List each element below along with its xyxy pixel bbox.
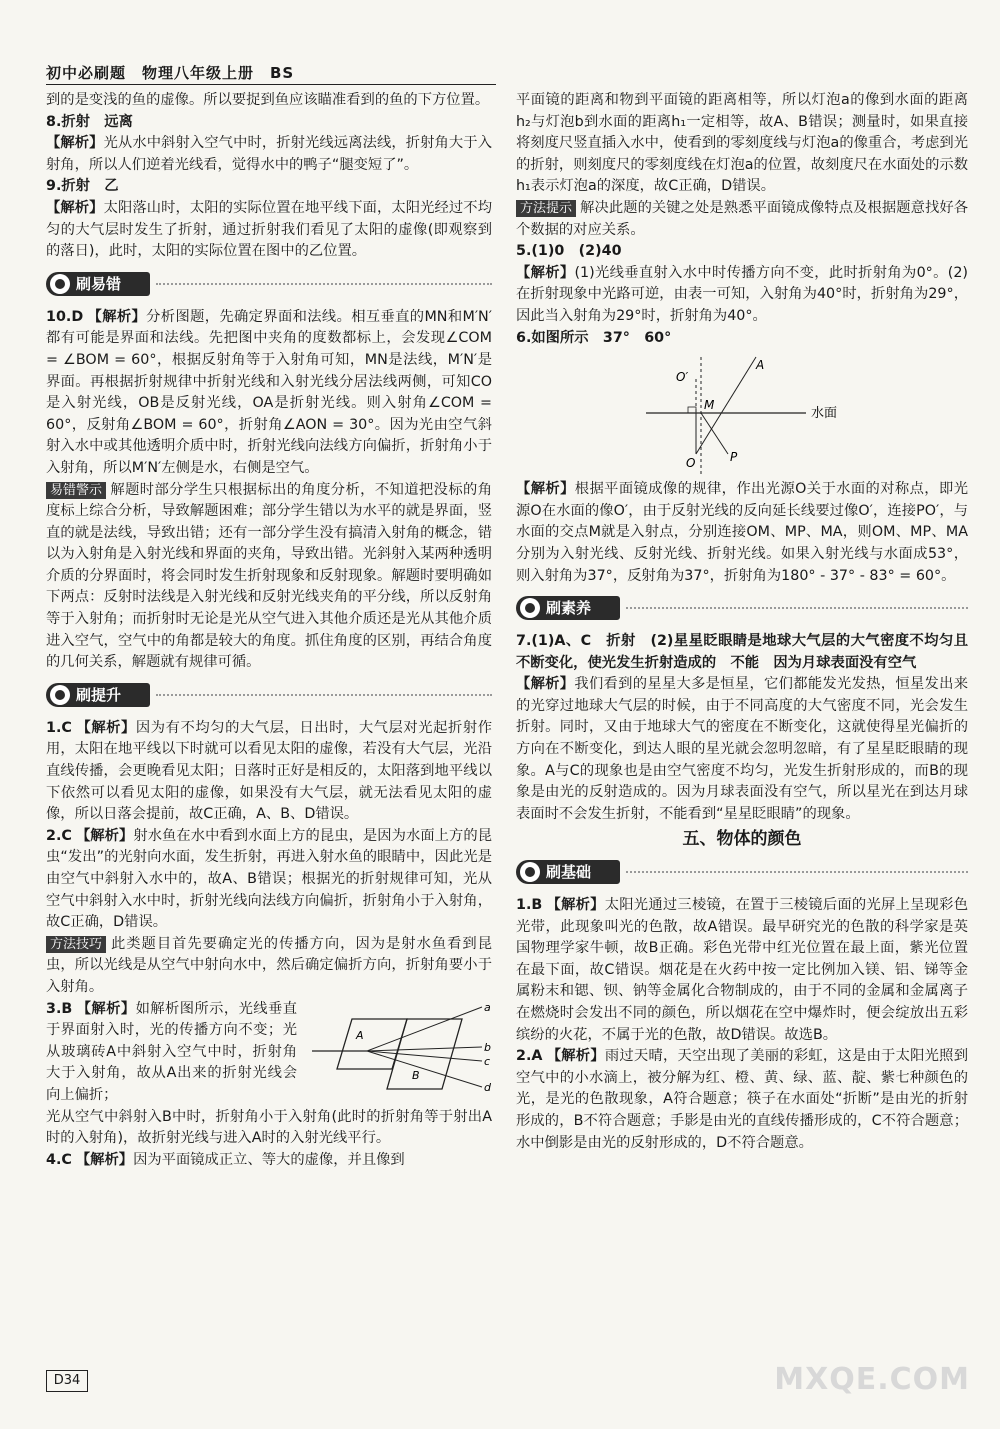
refraction-diagram (516, 349, 968, 479)
prism-label-b: B (412, 1068, 420, 1082)
analysis-7: 【解析】我们看到的星星大多是恒星，它们都能发光发热，恒星发出来的光穿过地球大气层的时候，由于不同高度的大气密度不同，光会发生折射。同时，又由于地球大气的密度在不断变化，这就使得星光偏折的方向在不断变化，到达人眼的星光就会忽明忽暗，有了星星眨眼睛的现象。A与C的现象也是由空气密度不均匀，光发生折射形成的，而B的现象是由光的反射造成的。因为月球表面没有空气，所以星光在到达月球表面时不会发生折射，不能看到“星星眨眼睛”的现象。 (516, 676, 969, 822)
analysis-9: 【解析】太阳落山时，太阳的实际位置在地平线下面，太阳光经过不均匀的大气层时发生了折射，通过折射我们看见了太阳的虚像(即观察到的落日)，此时，太阳的实际位置在图中的乙位置。 (46, 199, 492, 260)
section-title: 五、物体的颜色 (682, 829, 802, 850)
brush-icon (50, 274, 70, 294)
question-5: 5.(1)0 (2)40 (516, 243, 622, 260)
question-4: 4.C 【解析】因为平面镜成正立、等大的虚像，并且像到 (46, 1151, 405, 1168)
page-number: D34 (46, 1370, 88, 1392)
question-1: 1.C 【解析】因为有不均匀的大气层，日出时，大气层对光起折射作用，太阳在地平线以下时就可以看见太阳的虚像，若没有大气层，光沿直线传播，会更晚看见太阳；日落时正好是相反的，太阳落到地平线以下依然可以看见太阳的虚像，如果没有大气层，就无法看见太阳的虚像，所以日落会提前，故C正确，A、B、D错误。 (46, 719, 493, 823)
watermark: MXQE.COM (774, 1362, 970, 1397)
question-8: 8.折射 远离 (46, 113, 133, 130)
question-10: 10.D 【解析】分析图题，先确定界面和法线。相互垂直的MN和M′N′都有可能是界面和法线。先把图中夹角的度数都标上，会发现∠COM = ∠BOM = 60°，根据反射角等于入射角可知，MN是法线，M′N′是界面。再根据折射规律中折射光线和入射光线分居法线两侧，可知CO是入射光线，OB是反射光线，OA是折射光线。则入射角∠COM = 60°，反射角∠BOM = 60°，折射角∠AON = 30°。因为光由空气斜射入水中或其他透明介质中时，折射光线向法线方向偏折，折射角小于入射角，所以M′N′左侧是水，右侧是空气。 (46, 308, 493, 476)
analysis-6: 【解析】根据平面镜成像的规律，作出光源O关于水面的对称点，即光源O在水面的像O′，由于反射光线的反向延长线要过像O′，连接PO′，与水面的交点M就是入射点，分别连接OM、MP、MA，则OM、MP、MA分别为入射光线、反射光线、折射光线。如果入射光线与水面成53°，则入射角为37°，反射角为37°，折射角为180° - 37° - 83° = 60°。 (516, 481, 968, 584)
label-o-prime: O′ (676, 370, 689, 385)
tip-yicuo: 易错警示 解题时部分学生只根据标出的角度分析，不知道把没标的角度标上综合分析，导致解题困难；部分学生错以为水平的就是界面，竖直的就是法线，导致出错；还有一部分学生没有搞清入射角的概念，错以为入射角是入射光线和界面的夹角，导致出错。光斜射入某两种透明介质的分界面时，将会同时发生折射现象和反射现象。解题时要明确如下两点：反射时法线是入射光线和反射光线夹角的平分线，所以反射角等于入射角；而折射时无论是光从空气进入其他介质还是光从其他介质进入空气，空气中的角都是较大的角度。抓住角度的区别，再结合角度的几何关系，解题就有规律可循。 (46, 481, 492, 671)
left-column (46, 90, 492, 1171)
label-m: M (704, 398, 715, 413)
tip-fangfa: 方法技巧 此类题目首先要确定光的传播方向，因为是射水鱼看到昆虫，所以光线是从空气中射向水中，然后确定偏折方向，折射角要小于入射角。 (46, 935, 492, 995)
question-r1: 1.B 【解析】太阳光通过三棱镜，在置于三棱镜后面的光屏上呈现彩色光带，此现象叫光的色散，故A错误。最早研究光的色散的科学家是英国物理学家牛顿，故B正确。彩色光带中红光位置在最上面，紫光位置在最下面，故C错误。烟花是在火药中按一定比例加入镁、铝、锑等金属粉末和锶、钡、钠等金属化合物制成的，由于不同的金属和金属离子在燃烧时会发出不同的颜色，所以烟花在空中爆炸时，便会绽放出五彩缤纷的火花，不属于光的色散，故D错误。故选B。 (516, 897, 969, 1043)
question-3: 3.B 【解析】如解析图所示，光线垂直于界面射入时，光的传播方向不变；光从玻璃砖A中斜射入空气中时，折射角大于入射角，故从A出来的折射光线会向上偏折； (46, 1000, 298, 1103)
svg-text:c: c (484, 1054, 491, 1068)
right-column (516, 90, 968, 1154)
label-water-surface: 水面 (811, 406, 838, 422)
svg-text:d: d (484, 1080, 491, 1094)
brush-icon (520, 862, 540, 882)
label-a: A (756, 358, 765, 373)
section-badge-yicuo: 刷易错 (46, 269, 492, 301)
section-badge-suyang: 刷素养 (516, 593, 968, 625)
brush-icon (50, 685, 70, 705)
svg-text:b: b (484, 1040, 491, 1054)
section-badge-tisheng: 刷提升 (46, 680, 492, 712)
brush-icon (520, 598, 540, 618)
question-7: 7.(1)A、C 折射 (2)星星眨眼睛是地球大气层的大气密度不均匀且不断变化，使光发生折射造成的 不能 因为月球表面没有空气 (516, 633, 968, 671)
question-9: 9.折射 乙 (46, 178, 119, 195)
prism-diagram (312, 999, 492, 1094)
page-header: 初中必刷题 物理八年级上册 BS (46, 62, 496, 85)
question-3-block (46, 999, 492, 1107)
paragraph: 平面镜的距离和物到平面镜的距离相等，所以灯泡a的像到水面的距离h₂与灯泡b到水面的距离h₁一定相等，故A、B错误；测量时，如果直接将刻度尺竖直插入水中，使看到的零刻度线与灯泡a的像重合，考虑到光的折射，则刻度尺的零刻度线在灯泡a的位置，故刻度尺在水面处的示数h₁表示灯泡a的深度，故C正确，D错误。 (516, 92, 968, 195)
label-p: P (730, 450, 738, 465)
analysis-8: 【解析】光从水中斜射入空气中时，折射光线远离法线，折射角大于入射角，所以人们逆着光线看，觉得水中的鸭子“腿变短了”。 (46, 135, 492, 173)
label-o: O (686, 456, 696, 471)
prism-label-a: A (356, 1028, 364, 1042)
analysis-5: 【解析】(1)光线垂直射入水中时传播方向不变，此时折射角为0°。(2)在折射现象中光路可逆，由表一可知，入射角为40°时，折射角为29°，因此当入射角为29°时，折射角为40°。 (516, 264, 969, 324)
question-r2: 2.A 【解析】雨过天晴，天空出现了美丽的彩虹，这是由于太阳光照到空气中的小水滴上，被分解为红、橙、黄、绿、蓝、靛、紫七种颜色的光，是光的色散现象，A符合题意；筷子在水面处“折断”是由光的折射形成的，B不符合题意；手影是由光的直线传播形成的，C不符合题意；水中倒影是由光的反射形成的，D不符合题意。 (516, 1048, 969, 1151)
question-6: 6.如图所示 37° 60° (516, 329, 672, 346)
question-2: 2.C 【解析】射水鱼在水中看到水面上方的昆虫，是因为水面上方的昆虫“发出”的光射向水面，发生折射，再进入射水鱼的眼睛中，因此光是由空气中斜射入水中的，故A、B错误；根据光的折射规律可知，光从空气中斜射入水中时，折射光线向法线方向偏折，折射角小于入射角，故C正确，D错误。 (46, 827, 493, 931)
paragraph: 到的是变浅的鱼的虚像。所以要捉到鱼应该瞄准看到的鱼的下方位置。 (46, 92, 490, 108)
svg-text:a: a (484, 1000, 491, 1014)
section-badge-jichu: 刷基础 (516, 857, 968, 889)
question-3-cont: 光从空气中斜射入B中时，折射角小于入射角(此时的折射角等于射出A时的入射角)，故折射光线与进入A时的入射光线平行。 (46, 1108, 492, 1147)
tip-fangfa-tishi: 方法提示 解决此题的关键之处是熟悉平面镜成像特点及根据题意找好各个数据的对应关系。 (516, 199, 968, 238)
